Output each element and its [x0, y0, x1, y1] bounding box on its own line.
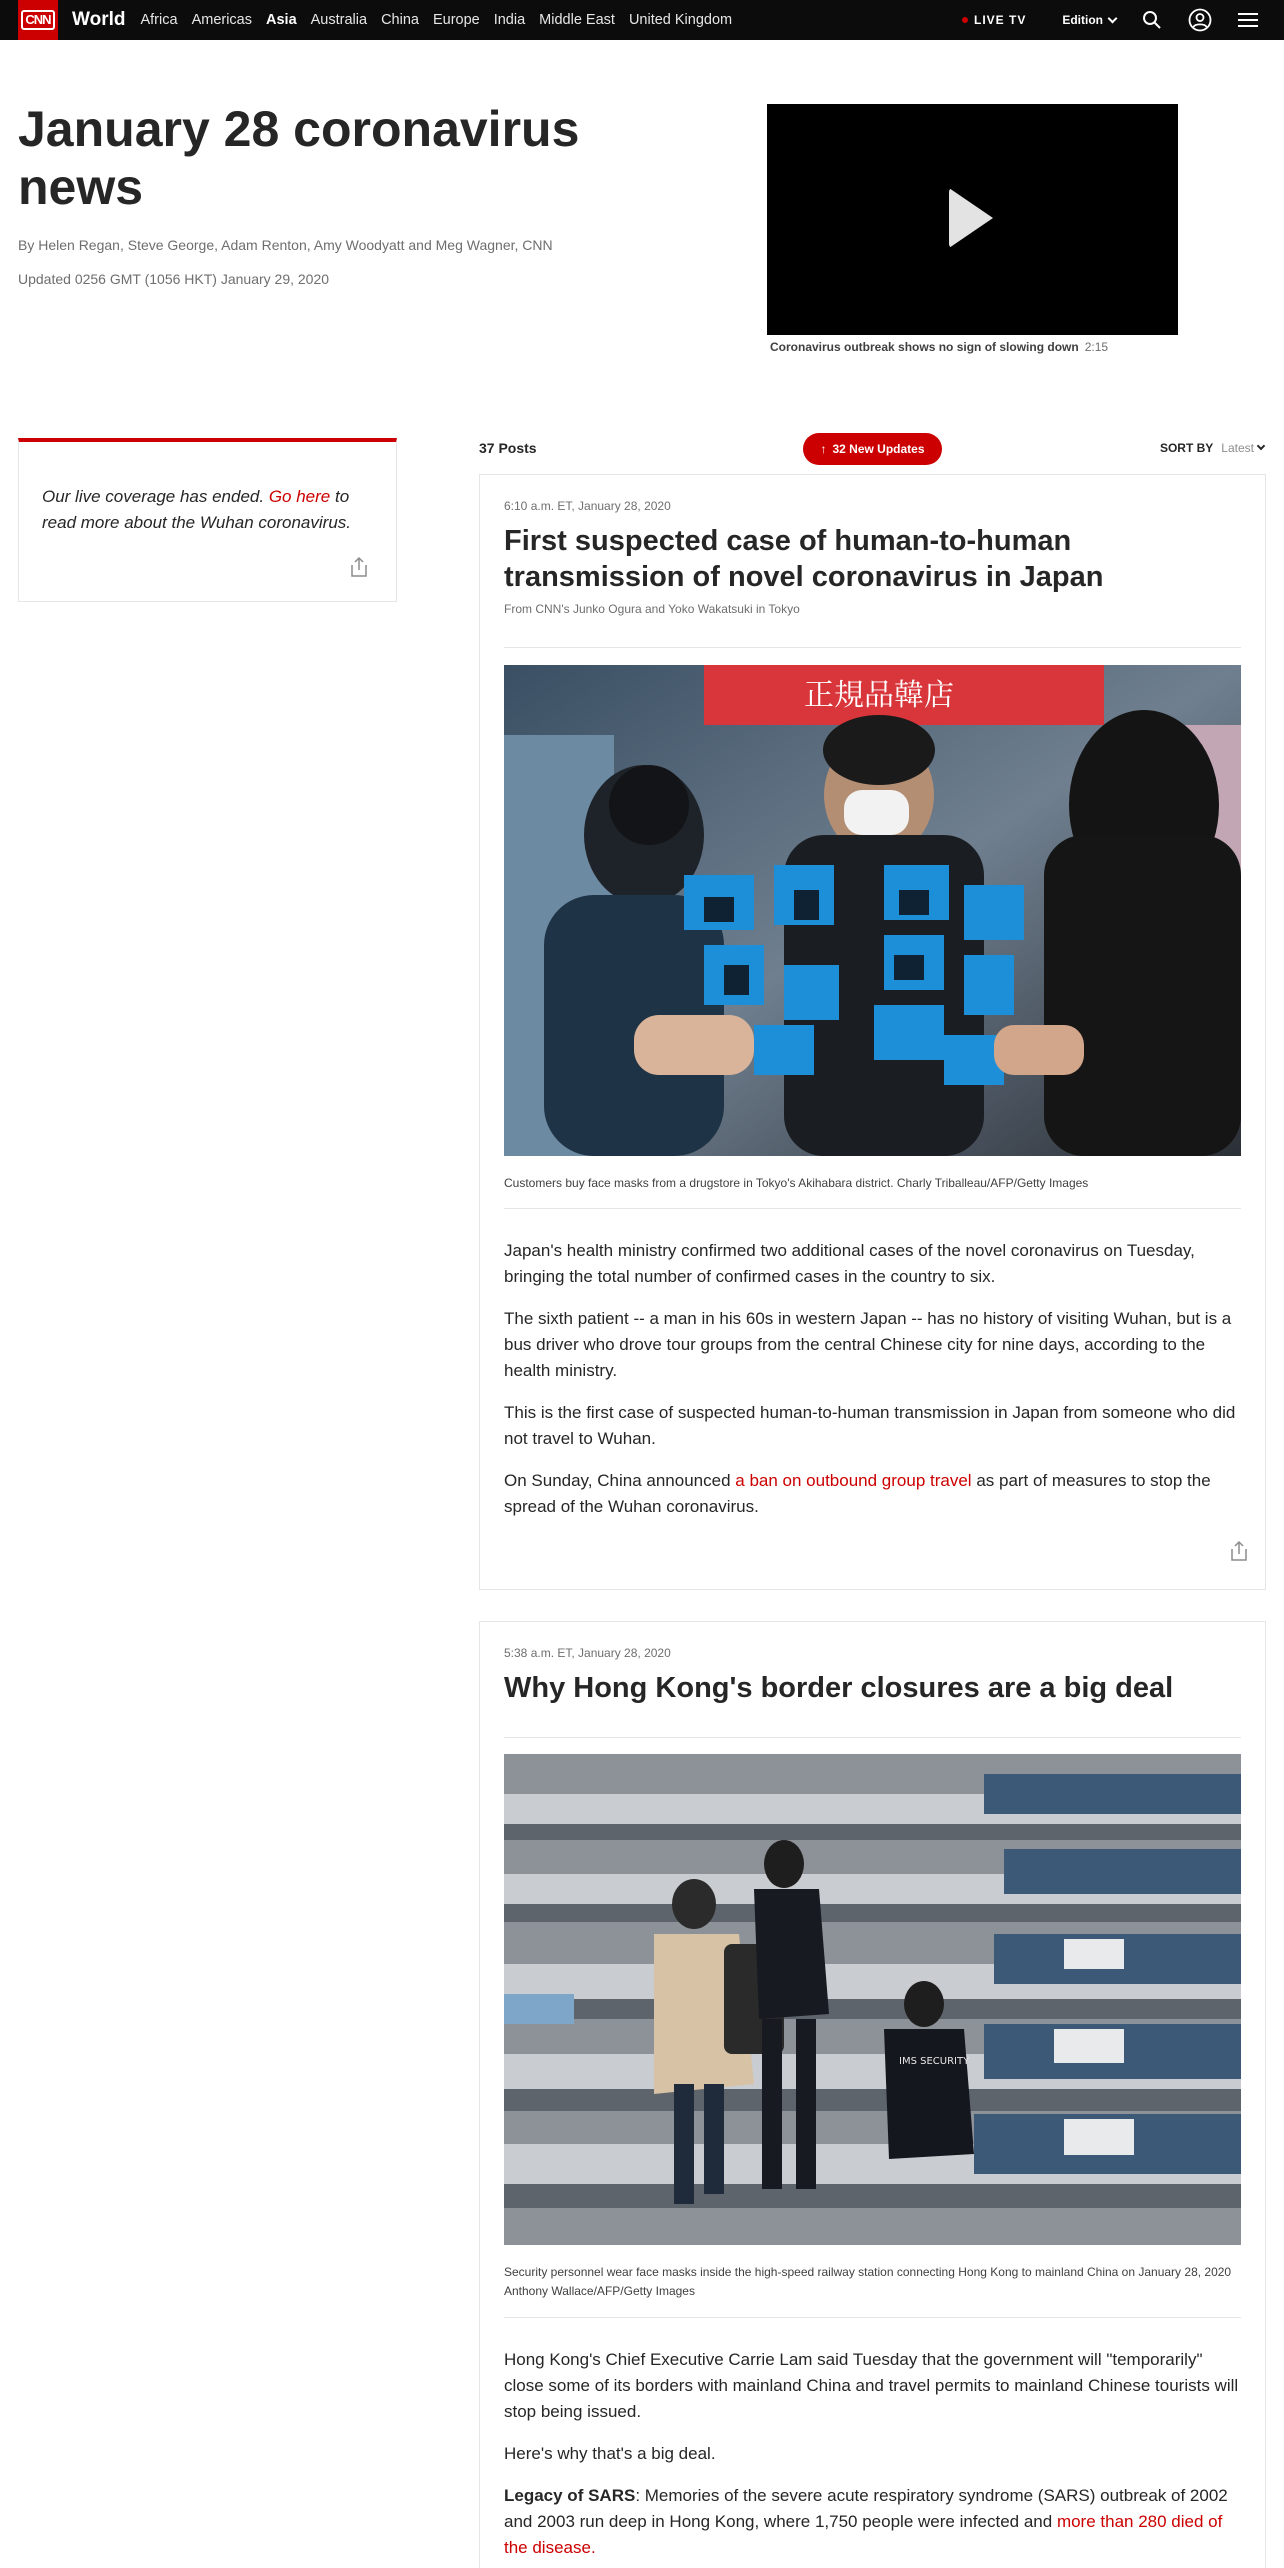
arrow-up-icon: ↑ — [820, 442, 827, 456]
post-paragraph: The sixth patient -- a man in his 60s in western Japan -- has no history of visiting Wuhan, but is a bus driver who drove tour groups from the central Chinese city for nine days, according to the health ministry. — [504, 1309, 1232, 1380]
security-vest-text: IMS SECURITY — [899, 2056, 970, 2067]
nav-item-india[interactable]: India — [493, 12, 526, 28]
new-updates-button[interactable] — [803, 433, 942, 465]
post-paragraph: Here's why that's a big deal. — [504, 2444, 716, 2463]
live-tv-label: LIVE TV — [973, 13, 1027, 27]
chevron-down-icon — [1257, 442, 1265, 450]
nav-right — [962, 0, 1284, 40]
coverage-ended-text: Our live coverage has ended. Go here to read more about the Wuhan coronavirus. — [42, 487, 352, 532]
post-credit: From CNN's Junko Ogura and Yoko Wakatsuki in Tokyo — [504, 602, 800, 616]
play-icon[interactable] — [949, 188, 993, 248]
nav-item-middle-east[interactable]: Middle East — [539, 12, 615, 28]
photo-caption: Security personnel wear face masks inside the high-speed railway station connecting Hong Kong to mainland China on January 28, 2020 Anthony Wallace/AFP/Getty Images — [504, 2265, 1232, 2298]
post-paragraph: Hong Kong's Chief Executive Carrie Lam said Tuesday that the government will "temporarily" close some of its borders with mainland China and travel permits to mainland Chinese tourists will stop being issued. — [504, 2350, 1239, 2421]
edition-dropdown[interactable] — [1062, 13, 1116, 27]
sort-dropdown[interactable] — [1160, 441, 1264, 455]
top-nav — [0, 0, 1284, 40]
post-photo — [504, 1754, 1241, 2245]
post-card — [479, 474, 1266, 1590]
post-time: 6:10 a.m. ET, January 28, 2020 — [504, 499, 671, 513]
post-paragraph: This is the first case of suspected human-to-human transmission in Japan from someone who did not travel to Wuhan. — [504, 1403, 1236, 1448]
edition-label: Edition — [1062, 13, 1103, 27]
post-paragraph: Japan's health ministry confirmed two additional cases of the novel coronavirus on Tuesday, bringing the total number of confirmed cases in the country to six. — [504, 1241, 1195, 1286]
video-caption[interactable] — [770, 340, 1108, 354]
cnn-logo[interactable]: CNN — [18, 0, 58, 40]
divider — [504, 647, 1241, 648]
account-icon[interactable] — [1188, 8, 1212, 32]
share-icon[interactable] — [1229, 1540, 1249, 1562]
updated-timestamp: Updated 0256 GMT (1056 HKT) January 29, 2020 — [18, 271, 330, 287]
divider — [504, 2317, 1241, 2318]
post-time: 5:38 a.m. ET, January 28, 2020 — [504, 1646, 671, 1660]
post-paragraph: On Sunday, China announced a ban on outbound group travel as part of measures to stop the spread of the Wuhan coronavirus. — [504, 1471, 1211, 1516]
nav-item-china[interactable]: China — [381, 12, 419, 28]
outbound-travel-ban-link[interactable]: a ban on outbound group travel — [735, 1471, 972, 1490]
nav-item-australia[interactable]: Australia — [310, 12, 368, 28]
post-title[interactable]: Why Hong Kong's border closures are a big deal — [504, 1672, 1174, 1704]
photo-caption: Customers buy face masks from a drugstore in Tokyo's Akihabara district. Charly Triballeau/AFP/Getty Images — [504, 1176, 1089, 1190]
share-icon[interactable] — [349, 556, 369, 578]
post-photo — [504, 665, 1241, 1156]
nav-item-americas[interactable]: Americas — [191, 12, 252, 28]
post-title[interactable]: First suspected case of human-to-human transmission of novel coronavirus in Japan — [504, 525, 1104, 593]
go-here-link[interactable]: Go here — [268, 487, 331, 506]
coverage-ended-box — [18, 438, 397, 602]
video-duration: 2:15 — [1084, 340, 1109, 354]
video-player[interactable] — [767, 104, 1178, 335]
menu-icon[interactable] — [1236, 8, 1260, 32]
chevron-down-icon — [1108, 13, 1118, 23]
live-tv-link[interactable] — [962, 13, 1026, 27]
nav-item-united-kingdom[interactable]: United Kingdom — [628, 12, 733, 28]
post-card — [479, 1621, 1266, 2568]
page-title: January 28 coronavirus news — [18, 101, 580, 215]
video-title: Coronavirus outbreak shows no sign of slowing down — [770, 340, 1079, 354]
nav-item-asia[interactable]: Asia — [266, 12, 297, 28]
divider — [504, 1737, 1241, 1738]
sort-value: Latest — [1221, 441, 1254, 455]
posts-count: 37 Posts — [479, 440, 537, 456]
sars-deaths-link[interactable]: more than 280 died of the disease. — [504, 2512, 1223, 2557]
post-paragraph: Legacy of SARS: Memories of the severe acute respiratory syndrome (SARS) outbreak of 2002 and 2003 run deep in Hong Kong, where 1,750 people were infected and more than 280 died of the disease. — [504, 2486, 1228, 2557]
new-updates-label: 32 New Updates — [832, 442, 925, 456]
nav-item-europe[interactable]: Europe — [432, 12, 480, 28]
nav-item-africa[interactable]: Africa — [140, 12, 178, 28]
live-dot-icon — [962, 17, 968, 23]
store-sign-text: 正規品韓店 — [804, 678, 954, 713]
divider — [504, 1208, 1241, 1209]
byline: By Helen Regan, Steve George, Adam Renton, Amy Woodyatt and Meg Wagner, CNN — [18, 237, 553, 253]
sort-label: SORT BY — [1159, 441, 1214, 455]
section-name[interactable]: World — [72, 9, 126, 30]
search-icon[interactable] — [1140, 8, 1164, 32]
